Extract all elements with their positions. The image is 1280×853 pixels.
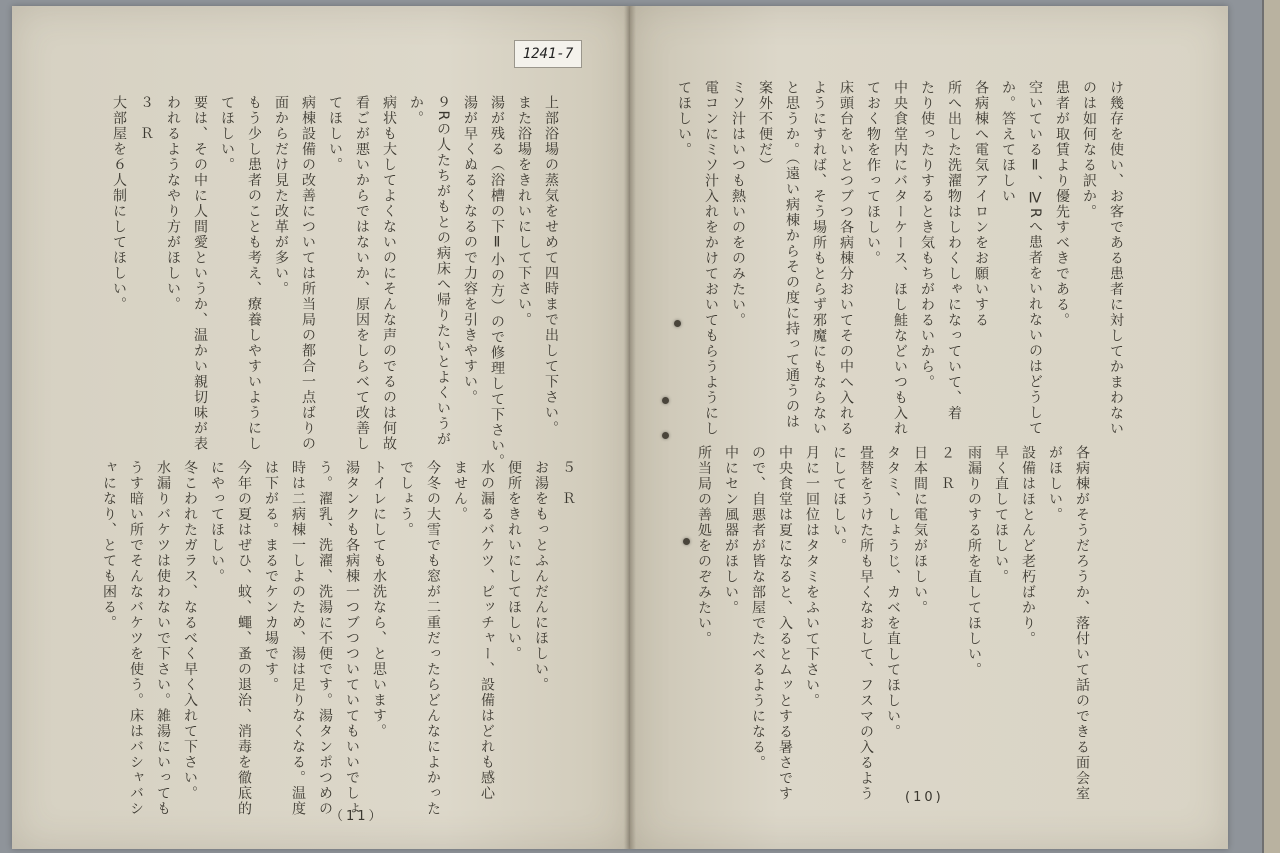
text-line: と思うか。（遠い病棟からその度に持って通うのは: [784, 80, 800, 430]
text-line: トイレにしても水洗なら、と思います。: [371, 460, 387, 739]
text-line: ておく物を作ってほしい。: [865, 80, 881, 266]
text-line: 案外不便だ）: [757, 80, 773, 173]
text-line: 要は、その中に人間愛というか、温かい親切味が表: [192, 95, 208, 452]
binding-hole: [683, 538, 690, 545]
text-line: 月に一回位はタタミをふいて下さい。: [804, 445, 820, 709]
text-line: 水漏りバケツは使わないで下さい。雑湯にいっても: [155, 460, 171, 817]
text-line: のは如何なる訳か。: [1081, 80, 1097, 220]
right-page-top-text: [665, 80, 1124, 440]
text-line: 湯が残る（浴槽の下Ⅱ小の方）ので修理して下さい。: [489, 95, 505, 469]
text-line: にやってほしい。: [209, 460, 225, 584]
text-line: 面からだけ見た改革が多い。: [273, 95, 289, 297]
text-line: ャになり、とても困る。: [101, 460, 117, 631]
text-line: たり使ったりするとき気もちがわるいから。: [919, 80, 935, 390]
text-line: また浴場をきれいにして下さい。: [516, 95, 532, 328]
text-line: 時は二病棟一しよのため、湯は足りなくなる。温度: [290, 460, 306, 817]
text-line: 畳替をうけた所も早くなおして、フスマの入るよう: [858, 445, 874, 802]
text-line: 所へ出した洗濯物はしわくしゃになっていて、着: [946, 80, 962, 421]
binding-hole: [662, 397, 669, 404]
text-line: てほしい。: [676, 80, 692, 158]
book-spine: [624, 6, 636, 849]
text-line: 中央食堂は夏になると、入るとムッとする暑さです: [777, 445, 793, 802]
text-line: 空いているⅡ、ⅣRへ患者をいれないのはどうして: [1027, 80, 1043, 437]
text-line: 今冬の大雪でも窓が二重だったらどんなによかった: [425, 460, 441, 817]
text-line: 日本間に電気がほしい。: [912, 445, 928, 616]
next-page-edge: [1262, 0, 1280, 853]
text-line: 雨漏りのする所を直してほしい。: [966, 445, 982, 678]
text-line: われるようなやり方がほしい。: [165, 95, 181, 312]
binding-hole: [662, 432, 669, 439]
text-line: 看ごが悪いからではないか、原因をしらべて改善し: [354, 95, 370, 452]
text-line: 設備はほとんど老朽ばかり。: [1020, 445, 1036, 647]
text-line: お湯をもっとふんだんにほしい。: [533, 460, 549, 693]
text-line: け幾存を使い、お客である患者に対してかまわない: [1108, 80, 1124, 437]
text-line: 各病棟へ電気アイロンをお願いする: [973, 80, 989, 328]
text-line: 病状も大してよくないのにそんな声のでるのは何故: [381, 95, 397, 452]
text-line: ２ Ｒ: [939, 445, 955, 492]
text-line: にしてほしい。: [831, 445, 847, 554]
text-line: タタミ、しょうじ、カベを直してほしい。: [885, 445, 901, 740]
text-line: 中にセン風器がほしい。: [723, 445, 739, 616]
text-line: 早く直してほしい。: [993, 445, 1009, 585]
text-line: 便所をきれいにしてほしい。: [506, 460, 522, 662]
text-line: 患者が取賃より優先すべきである。: [1054, 80, 1070, 328]
text-line: 今年の夏はぜひ、蚊、蠅、蚤の退治、消毒を徹底的: [236, 460, 252, 817]
text-line: 所当局の善処をのぞみたい。: [696, 445, 712, 647]
text-line: 中央食堂内にバターケース、ほし鮭などいつも入れ: [892, 80, 908, 437]
text-line: か。: [408, 95, 424, 126]
text-line: ３ Ｒ: [138, 95, 154, 142]
left-page-number: （11）: [330, 809, 385, 824]
archive-label: 1241-7: [514, 40, 582, 68]
text-line: でしょう。: [398, 460, 414, 538]
text-line: ようにすれば、そう場所もとらず邪魔にもならない: [811, 80, 827, 437]
text-line: 電コンにミソ汁入れをかけておいてもらうようにし: [703, 80, 719, 437]
text-line: てほしい。: [219, 95, 235, 173]
text-line: 病棟設備の改善については所当局の都合一点ばりの: [300, 95, 316, 452]
text-line: う。濯乳、洗濯、洗湯に不便です。湯タンポつめの: [317, 460, 333, 817]
text-line: うす暗い所でそんなバケツを使う。床はバシャバシ: [128, 460, 144, 817]
text-line: 湯タンクも各病棟一つブつついていてもいいでしょ: [344, 460, 360, 817]
text-line: ません。: [452, 460, 468, 522]
text-line: か。答えてほしい: [1000, 80, 1016, 204]
text-line: 水の漏るバケツ、ピッチャー、設備はどれも感心: [479, 460, 495, 801]
text-line: 冬こわれたガラス、なるべく早く入れて下さい。: [182, 460, 198, 801]
text-line: は下がる。まるでケンカ場です。: [263, 460, 279, 693]
text-line: ５ Ｒ: [560, 460, 576, 507]
text-line: ので、自悪者が皆な部屋でたべるようになる。: [750, 445, 766, 771]
right-page-number: (10): [905, 790, 944, 805]
text-line: 各病棟がそうだろうか、落付いて話のできる面会室: [1074, 445, 1090, 802]
text-line: がほしい。: [1047, 445, 1063, 523]
text-line: ９Rの人たちがもとの病床へ帰りたいとよくいうが: [435, 95, 451, 448]
text-line: もう少し患者のことも考え、療養しやすいようにし: [246, 95, 262, 452]
text-line: てほしい。: [327, 95, 343, 173]
text-line: 上部浴場の蒸気をせめて四時まで出して下さい。: [543, 95, 559, 436]
binding-hole: [674, 320, 681, 327]
text-line: 床頭台をいとつブつ各病棟分おいてその中へ入れる: [838, 80, 854, 437]
text-line: 湯が早くぬるくなるので力容を引きやすい。: [462, 95, 478, 405]
left-page-top-text: [100, 95, 559, 469]
text-line: ミソ汁はいつも熱いのをのみたい。: [730, 80, 746, 328]
text-line: 大部屋を６人制にしてほしい。: [111, 95, 127, 312]
